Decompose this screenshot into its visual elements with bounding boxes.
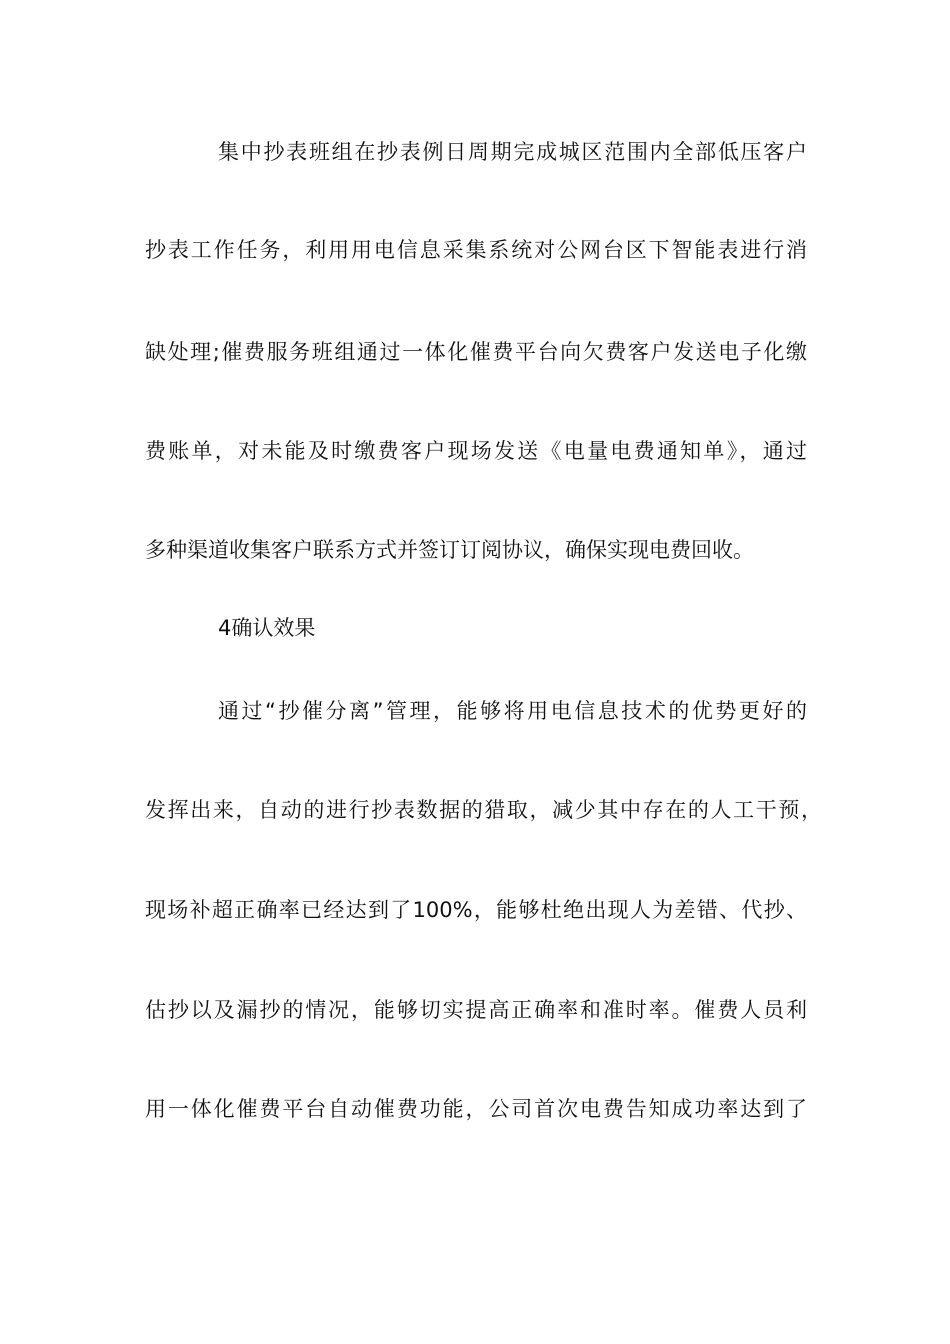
section-heading: 4确认效果 [218,616,316,640]
paragraph-1-line-2: 抄表工作任务，利用用电信息采集系统对公网台区下智能表进行消 [145,238,807,262]
paragraph-1-line-4: 费账单，对未能及时缴费客户现场发送《电量电费通知单》，通过 [145,439,807,463]
paragraph-2-line-4: 估抄以及漏抄的情况，能够切实提高正确率和准时率。催费人员利 [145,998,807,1022]
paragraph-2-line-3: 现场补超正确率已经达到了100%，能够杜绝出现人为差错、代抄、 [145,898,807,922]
paragraph-1-line-5: 多种渠道收集客户联系方式并签订订阅协议，确保实现电费回收。 [145,538,754,562]
paragraph-2-line-5: 用一体化催费平台自动催费功能，公司首次电费告知成功率达到了 [145,1097,807,1121]
paragraph-1-line-1: 集中抄表班组在抄表例日周期完成城区范围内全部低压客户 [218,140,807,164]
paragraph-2-line-2: 发挥出来，自动的进行抄表数据的猎取，减少其中存在的人工干预， [145,798,822,822]
paragraph-1-line-3: 缺处理;催费服务班组通过一体化催费平台向欠费客户发送电子化缴 [145,340,807,364]
paragraph-2-line-1: 通过“抄催分离”管理，能够将用电信息技术的优势更好的 [218,699,807,723]
